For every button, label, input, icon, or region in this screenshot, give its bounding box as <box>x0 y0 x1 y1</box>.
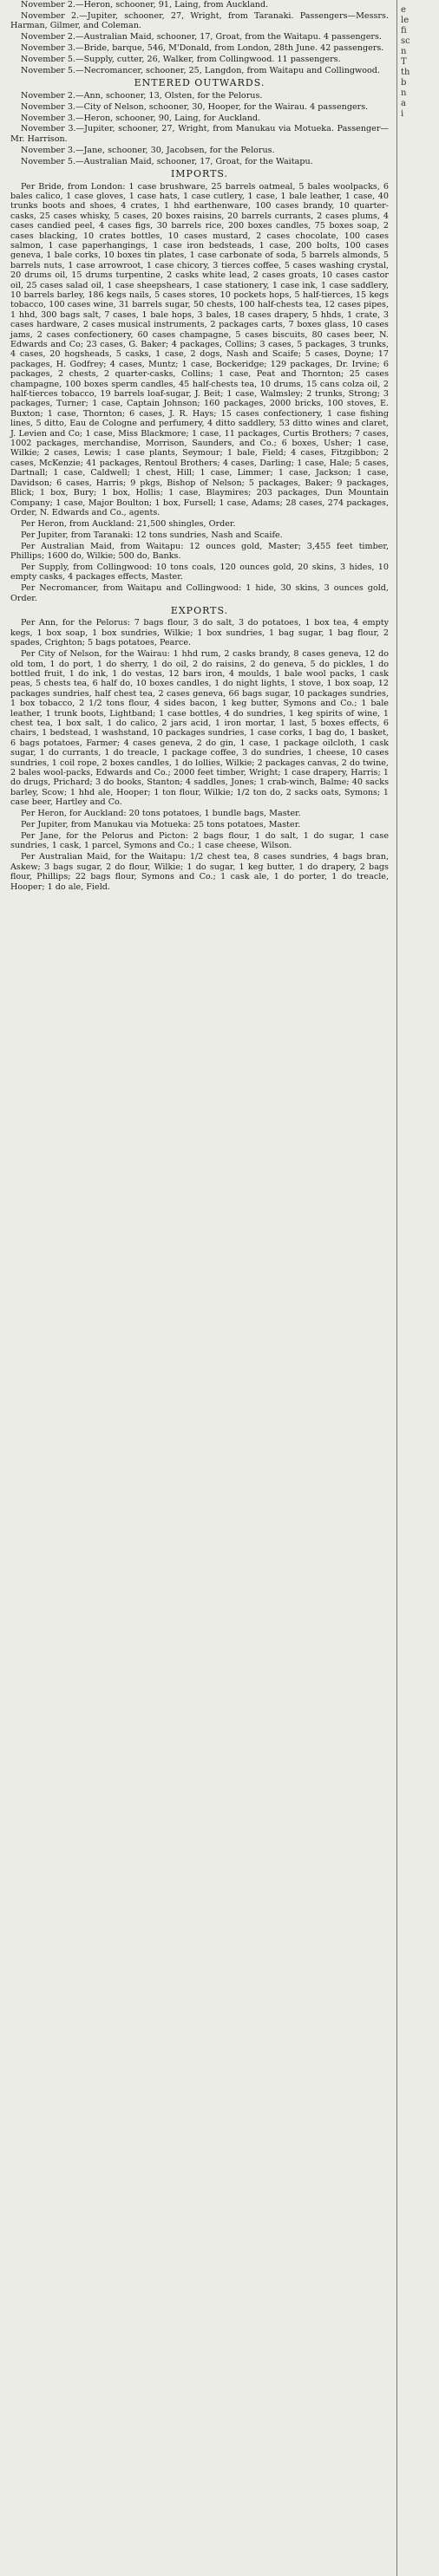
outwards-section <box>10 91 389 166</box>
import-entry: Per Heron, from Auckland: 21,500 shingles, Order. <box>21 518 236 529</box>
edge-fragment: b <box>401 78 407 88</box>
arrivals-section <box>10 0 389 75</box>
edge-fragment: T <box>401 57 407 67</box>
import-entry: Per Necromancer, from Waitapu and Collingwood: 1 hide, 30 skins, 3 ounces gold, Order. <box>10 583 389 603</box>
arrival-entry: November 5.—Necromancer, schooner, 25, Langdon, from Waitapu and Collingwood. <box>21 65 380 75</box>
export-entry: Per Australian Maid, for the Waitapu: 1/2 chest tea, 8 cases sundries, 4 bags bran, Askew; 3 bags sugar, 2 do flour, Wilkie; 1 do sugar, 1 keg butter, 1 do drapery, 2 bags flour, Phillips; 22 bags flour, Symons and Co.; 1 cask ale, 1 do porter, 1 do treacle, Hooper; 1 do ale, Field. <box>10 852 389 892</box>
arrival-entry: November 5.—Supply, cutter, 26, Walker, from Collingwood. 11 passengers. <box>21 55 341 65</box>
import-entry: Per Australian Maid, from Waitapu: 12 ounces gold, Master; 3,455 feet timber, Phillips; 1600 do, Wilkie; 500 do, Banks. <box>10 541 389 562</box>
edge-fragment: i <box>401 109 404 119</box>
arrival-entry: November 2.—Australian Maid, schooner, 17, Groat, from the Waitapu. 4 passengers. <box>21 32 382 42</box>
outwards-entry: November 3.—Jupiter, schooner, 27, Wright, from Manukau via Motueka. Passenger—Mr. Harrison. <box>10 124 389 144</box>
edge-fragment: fi <box>401 26 407 36</box>
import-entry: Per Bride, from London: 1 case brushware, 25 barrels oatmeal, 5 bales woolpacks, 6 bales calico, 1 case gloves, 1 case hats, 1 case cutlery, 1 case, 1 bale leather, 1 case, 40 trunks boots and shoes, 4 crates, 1 hhd earthenware, 100 cases brandy, 10 quarter-casks, 25 cases whisky, 5 cases, 20 boxes raisins, 20 barrels currants, 2 cases plums, 4 cases candied peel, 4 cases figs, 30 barrels rice, 200 boxes candles, 75 boxes soap, 2 cases blacking, 10 crates bottles, 10 cases mustard, 2 cases chocolate, 100 cases salmon, 1 case paperhangings, 1 case iron bedsteads, 1 case, 200 bolts, 100 cases geneva, 1 bale corks, 10 boxes tin plates, 1 case carbonate of soda, 5 barrels almonds, 5 barrels nuts, 1 case arrowroot, 1 case chicory, 3 tierces coffee, 5 cases washing crystal, 20 drums oil, 15 drums turpentine, 2 casks white lead, 2 cases groats, 10 cases castor oil, 25 cases salad oil, 1 case sheepshears, 1 case stationery, 1 case ink, 1 case saddlery, 10 barrels barley, 186 kegs nails, 5 cases stores, 10 pockets hops, 5 half-tierces, 15 kegs tobacco, 100 cases wine, 31 barrels sugar, 50 chests, 100 half-chests tea, 12 cases pipes, 1 hhd, 300 bags salt, 7 cases, 1 bale hops, 3 bales, 18 cases drapery, 5 hhds, 1 crate, 3 cases hardware, 2 cases musical instruments, 2 packages carts, 7 boxes glass, 10 cases jams, 2 cases confectionery, 60 cases champagne, 5 cases biscuits, 80 cases beer, N. Edwards and Co; 23 cases, G. Baker; 4 packages, Collins; 3 cases, 5 packages, 3 trunks, 4 cases, 20 hogsheads, 5 casks, 1 case, 2 dogs, Nash and Scaife; 5 cases, Doyne; 17 packages, H. Godfrey; 4 cases, Muntz; 1 case, Bockeridge; 129 packages, Dr. Irvine; 6 packages, 2 chests, 2 quarter-casks, Collins; 1 case, Peat and Thornton; 25 cases champagne, 100 boxes sperm candles, 45 half-chests tea, 10 drums, 15 cans colza oil, 2 half-tierces tobacco, 19 barrels loaf-sugar, J. Beit; 1 case, Walmsley; 2 trunks, Strong; 3 packages, Turner; 1 case, Captain Johnson; 160 packages, 2000 bricks, 100 stoves, E. Buxton; 1 case, Thornton; 6 cases, J. R. Hays; 15 cases confectionery, 1 case fishing lines, 5 ditto, Eau de Cologne and perfumery, 4 ditto saddlery, 53 ditto wines and claret, J. Levien and Co; 1 case, Miss Blackmore; 1 case, 11 packages, Curtis Brothers; 7 cases, 1002 packages, merchandise, Morrison, Saunders, and Co.; 6 boxes, Usher; 1 case, Wilkie; 2 cases, Lewis; 1 case plants, Seymour; 1 bale, Field; 4 cases, Fitzgibbon; 2 cases, McKenzie; 41 packages, Rentoul Brothers; 4 cases, Darling; 1 case, Hale; 5 cases, Dartnall; 1 case, Caldwell; 1 chest, Hill; 1 case, Limmer; 1 case, Jackson; 1 case, Davidson; 6 cases, Harris; 9 pkgs, Bishop of Nelson; 5 packages, Baker; 9 packages, Blick; 1 box, Bury; 1 box, Hollis; 1 case, Blaymires; 203 packages, Dun Mountain Company; 1 case, Major Boulton; 1 box, Fursell; 1 case, Adams; 28 cases, 274 packages, Order, N. Edwards and Co., agents. <box>10 181 389 517</box>
export-entry: Per Heron, for Auckland: 20 tons potatoes, 1 bundle bags, Master. <box>21 809 301 819</box>
imports-heading: IMPORTS. <box>170 168 229 180</box>
export-entry: Per Jupiter, from Manukau via Motueka: 25 tons potatoes, Master. <box>21 820 301 830</box>
edge-fragment: e <box>401 5 406 15</box>
imports-section <box>10 182 389 604</box>
import-entry: Per Jupiter, from Taranaki: 12 tons sundries, Nash and Scaife. <box>21 530 283 540</box>
edge-fragment: le <box>401 16 410 25</box>
exports-section <box>10 618 389 891</box>
outwards-entry: November 2.—Ann, schooner, 13, Olsten, for the Pelorus. <box>21 90 263 101</box>
import-entry: Per Supply, from Collingwood: 10 tons coals, 120 ounces gold, 20 skins, 3 hides, 10 empty casks, 4 packages effects, Master. <box>10 562 389 582</box>
edge-fragment: a <box>401 99 406 108</box>
exports-heading: EXPORTS. <box>170 605 229 617</box>
edge-fragment: th <box>401 68 410 77</box>
column-rule <box>396 0 397 2576</box>
arrival-entry: November 2.—Jupiter, schooner, 27, Wright, from Taranaki. Passengers—Messrs. Harman, Gilmer, and Coleman. <box>10 10 389 31</box>
shipping-column <box>10 0 389 893</box>
export-entry: Per Jane, for the Pelorus and Picton: 2 bags flour, 1 do salt, 1 do sugar, 1 case sundries, 1 cask, 1 parcel, Symons and Co.; 1 case cheese, Wilson. <box>10 831 389 851</box>
arrival-entry: November 2.—Heron, schooner, 91, Laing, from Auckland. <box>21 0 269 10</box>
adjacent-column-fragment <box>401 5 439 120</box>
outwards-entry: November 3.—City of Nelson, schooner, 30, Hooper, for the Wairau. 4 passengers. <box>21 101 369 112</box>
edge-fragment: sc <box>401 36 410 46</box>
outwards-entry: November 3.—Jane, schooner, 30, Jacobsen, for the Pelorus. <box>21 145 275 155</box>
export-entry: Per Ann, for the Pelorus: 7 bags flour, 3 do salt, 3 do potatoes, 1 box tea, 4 empty kegs, 1 box soap, 1 box sundries, Wilkie; 1 box sundries, 1 bag sugar, 1 bag flour, 2 spades, Crighton; 5 bags potatoes, Pearce. <box>10 618 389 648</box>
outwards-heading: ENTERED OUTWARDS. <box>134 77 265 89</box>
outwards-entry: November 5.—Australian Maid, schooner, 17, Groat, for the Waitapu. <box>21 156 313 166</box>
outwards-entry: November 3.—Heron, schooner, 90, Laing, for Auckland. <box>21 113 261 123</box>
export-entry: Per City of Nelson, for the Wairau: 1 hhd rum, 2 casks brandy, 8 cases geneva, 12 do old tom, 1 do port, 1 do sherry, 1 do oil, 2 do raisins, 2 do geneva, 5 do pickles, 1 do bottled fruit, 1 do ink, 1 do vestas, 12 bars iron, 4 moulds, 1 bale wool packs, 1 cask peas, 5 chests tea, 6 half do, 10 boxes candles, 1 do night lights, 1 stove, 1 box soap, 12 packages sundries, half chest tea, 2 cases geneva, 66 bags sugar, 10 packages sundries, 1 box tobacco, 2 1/2 tons flour, 4 sides bacon, 1 keg butter, Symons and Co.; 1 bale leather, 1 trunk boots, Lightband; 1 case bottles, 4 do sundries, 1 keg spirits of wine, 1 chest tea, 1 box salt, 1 do calico, 2 jars acid, 1 iron mortar, 1 last, 5 boxes effects, 6 chairs, 1 bedstead, 1 washstand, 10 packages sundries, 1 case corks, 1 bag do, 1 basket, 6 bags potatoes, Farmer; 4 cases geneva, 2 do gin, 1 case, 1 package oilcloth, 1 cask sugar, 1 do currants, 1 do treacle, 1 package coffee, 3 do sundries, 1 cheese, 10 cases sundries, 1 coil rope, 2 boxes candles, 1 do lollies, Wilkie; 2 packages canvas, 2 do twine, 2 bales wool-packs, Edwards and Co.; 2000 feet timber, Wright; 1 case drapery, Harris; 1 do drugs, Prichard; 3 do books, Stanton; 4 saddles, Jones; 1 crab-winch, Balme; 40 sacks barley, Scow; 1 hhd ale, Hooper; 1 ton flour, Wilkie; 1/2 ton do, 2 sacks oats, Symons; 1 case beer, Hartley and Co. <box>10 649 389 808</box>
edge-fragment: n <box>401 88 407 98</box>
arrival-entry: November 3.—Bride, barque, 546, M'Donald, from London, 28th June. 42 passengers. <box>21 43 384 54</box>
edge-fragment: n <box>401 47 407 56</box>
